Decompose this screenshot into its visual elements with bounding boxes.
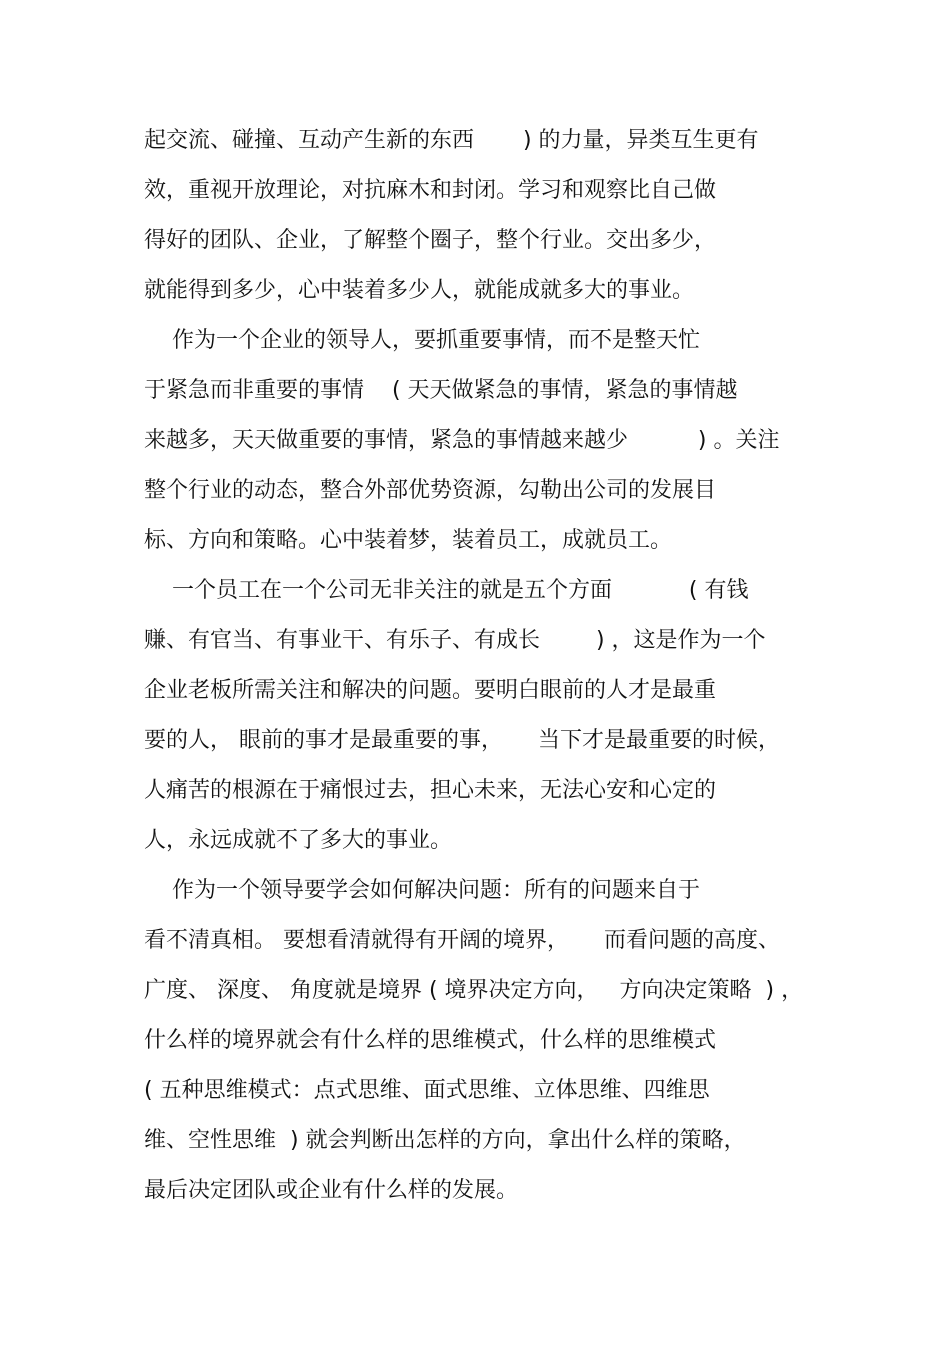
text-line: 整个行业的动态，整合外部优势资源，勾勒出公司的发展目 xyxy=(144,478,717,503)
text-line: 企业老板所需关注和解决的问题。要明白眼前的人才是最重 xyxy=(144,678,717,703)
text-line: 就能得到多少，心中装着多少人，就能成就多大的事业。 xyxy=(144,278,695,303)
text-line: 广度、 深度、 角度就是境界 ( 境界决定方向， 方向决定策略 ) ， xyxy=(144,978,804,1003)
paragraph-start-line: 一个员工在一个公司无非关注的就是五个方面 ( 有钱 xyxy=(144,578,749,603)
text-line: 得好的团队、企业，了解整个圈子，整个行业。交出多少， xyxy=(144,228,717,253)
text-line: 看不清真相。 要想看清就得有开阔的境界， 而看问题的高度、 xyxy=(144,928,780,953)
text-line: 来越多，天天做重要的事情，紧急的事情越来越少 ) 。关注 xyxy=(144,428,780,453)
text-line: 维、空性思维 ) 就会判断出怎样的方向，拿出什么样的策略， xyxy=(144,1128,746,1153)
paragraph-start-line: 作为一个领导要学会如何解决问题：所有的问题来自于 xyxy=(144,878,700,903)
text-line: ( 五种思维模式：点式思维、面式思维、立体思维、四维思 xyxy=(144,1078,710,1103)
text-line: 于紧急而非重要的事情 ( 天天做紧急的事情，紧急的事情越 xyxy=(144,378,738,403)
text-line: 什么样的境界就会有什么样的思维模式，什么样的思维模式 xyxy=(144,1028,717,1053)
text-line: 赚、有官当、有事业干、有乐子、有成长 ) ，这是作为一个 xyxy=(144,628,766,653)
text-line: 起交流、碰撞、互动产生新的东西 ) 的力量，异类互生更有 xyxy=(144,128,759,153)
paragraph-start-line: 作为一个企业的领导人，要抓重要事情，而不是整天忙 xyxy=(144,328,700,353)
text-line: 最后决定团队或企业有什么样的发展。 xyxy=(144,1178,519,1203)
text-line: 效，重视开放理论，对抗麻木和封闭。学习和观察比自己做 xyxy=(144,178,717,203)
text-line: 标、方向和策略。心中装着梦，装着员工，成就员工。 xyxy=(144,528,673,553)
text-line: 人，永远成就不了多大的事业。 xyxy=(144,828,453,853)
text-line: 要的人， 眼前的事才是最重要的事， 当下才是最重要的时候， xyxy=(144,728,780,753)
text-line: 人痛苦的根源在于痛恨过去，担心未来，无法心安和心定的 xyxy=(144,778,717,803)
